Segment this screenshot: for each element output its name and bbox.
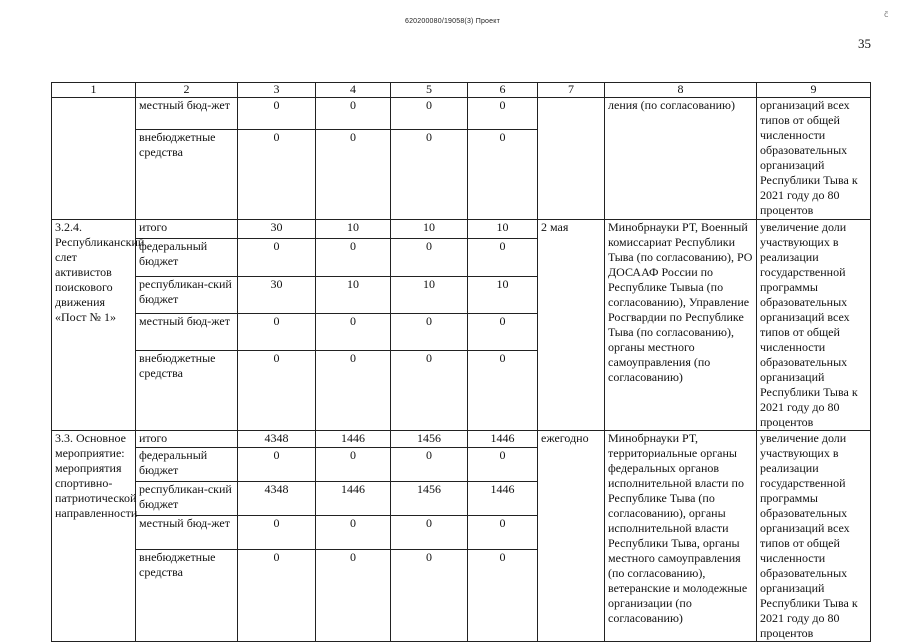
amount-cell: 4348 (238, 431, 316, 448)
amount-cell: 0 (238, 98, 316, 130)
amount-cell: 1446 (316, 482, 391, 516)
amount-cell: 10 (391, 276, 468, 313)
amount-cell: 0 (391, 239, 468, 276)
funding-source-cell: республикан-ский бюджет (136, 482, 238, 516)
table-row (52, 98, 871, 130)
amount-cell: 1446 (316, 431, 391, 448)
column-number: 5 (391, 83, 468, 98)
column-number-row (52, 83, 871, 98)
column-number: 8 (605, 83, 757, 98)
executors-cell: Минобрнауки РТ, Военный комиссариат Республики Тыва (по согласованию), РО ДОСААФ России по Республике Тывыа (по согласованию), Управление Росгвардии по Республике Тыва (по согласованию), органы местного самоуправления (по согласованию) (605, 220, 757, 431)
amount-cell: 0 (468, 351, 538, 431)
amount-cell: 0 (238, 351, 316, 431)
funding-source-cell: федеральный бюджет (136, 448, 238, 482)
column-number: 7 (538, 83, 605, 98)
funding-source-cell: республикан-ский бюджет (136, 276, 238, 313)
amount-cell: 1446 (468, 431, 538, 448)
amount-cell: 4348 (238, 482, 316, 516)
amount-cell: 1446 (468, 482, 538, 516)
amount-cell: 0 (316, 130, 391, 220)
expected-result-cell: увеличение доли участвующих в реализации государственной программы образовательных организаций всех типов от общей численности образовательных организаций Республики Тыва к 2021 году до 80 процентов (757, 431, 871, 642)
amount-cell: 0 (316, 448, 391, 482)
amount-cell: 10 (391, 220, 468, 239)
amount-cell: 0 (316, 314, 391, 351)
amount-cell: 1456 (391, 431, 468, 448)
amount-cell: 0 (238, 314, 316, 351)
amount-cell: 0 (238, 239, 316, 276)
amount-cell: 0 (468, 515, 538, 549)
amount-cell: 0 (316, 98, 391, 130)
funding-source-cell: местный бюд-жет (136, 314, 238, 351)
event-name-cell: 3.3. Основное мероприятие: мероприятия спортивно-патриотической направленности (52, 431, 136, 642)
amount-cell: 10 (468, 276, 538, 313)
column-number: 3 (238, 83, 316, 98)
column-number: 6 (468, 83, 538, 98)
amount-cell: 0 (391, 515, 468, 549)
amount-cell: 1456 (391, 482, 468, 516)
funding-source-cell: внебюджетные средства (136, 130, 238, 220)
amount-cell: 0 (391, 130, 468, 220)
amount-cell: 0 (238, 515, 316, 549)
amount-cell: 0 (316, 515, 391, 549)
amount-cell: 30 (238, 220, 316, 239)
funding-source-cell: местный бюд-жет (136, 98, 238, 130)
expected-result-cell: увеличение доли участвующих в реализации государственной программы образовательных организаций всех типов от общей численности образовательных организаций Республики Тыва к 2021 году до 80 процентов (757, 220, 871, 431)
amount-cell: 0 (468, 98, 538, 130)
column-number: 9 (757, 83, 871, 98)
amount-cell: 0 (468, 448, 538, 482)
amount-cell: 0 (468, 314, 538, 351)
funding-source-cell: федеральный бюджет (136, 239, 238, 276)
page-number: 35 (858, 36, 871, 51)
event-name-cell (52, 98, 136, 220)
term-cell: ежегодно (538, 431, 605, 642)
term-cell (538, 98, 605, 220)
amount-cell: 0 (391, 351, 468, 431)
executors-cell: ления (по согласованию) (605, 98, 757, 220)
amount-cell: 0 (391, 98, 468, 130)
term-cell: 2 мая (538, 220, 605, 431)
amount-cell: 0 (468, 130, 538, 220)
funding-source-cell: внебюджетные средства (136, 351, 238, 431)
amount-cell: 10 (468, 220, 538, 239)
column-number: 4 (316, 83, 391, 98)
amount-cell: 0 (391, 448, 468, 482)
amount-cell: 0 (316, 351, 391, 431)
expected-result-cell: организаций всех типов от общей численности образовательных организаций Республики Тыва к 2021 году до 80 процентов (757, 98, 871, 220)
amount-cell: 0 (468, 239, 538, 276)
amount-cell: 0 (238, 549, 316, 642)
amount-cell: 0 (238, 448, 316, 482)
amount-cell: 0 (316, 239, 391, 276)
document-header-code: 620200080/19058(3) Проект (404, 18, 500, 25)
amount-cell: 10 (316, 220, 391, 239)
column-number: 2 (136, 83, 238, 98)
funding-source-cell: местный бюд-жет (136, 515, 238, 549)
column-number: 1 (52, 83, 136, 98)
amount-cell: 0 (391, 314, 468, 351)
program-table (51, 82, 871, 642)
table-row (52, 431, 871, 448)
event-name-cell: 3.2.4. Республиканский слет активистов поискового движения «Пост № 1» (52, 220, 136, 431)
corner-mark: ⅽ̃ (884, 10, 889, 19)
amount-cell: 0 (238, 130, 316, 220)
funding-source-cell: итого (136, 431, 238, 448)
funding-source-cell: внебюджетные средства (136, 549, 238, 642)
amount-cell: 0 (391, 549, 468, 642)
amount-cell: 0 (468, 549, 538, 642)
amount-cell: 0 (316, 549, 391, 642)
amount-cell: 30 (238, 276, 316, 313)
funding-source-cell: итого (136, 220, 238, 239)
table-row (52, 220, 871, 239)
executors-cell: Минобрнауки РТ, территориальные органы федеральных органов исполнительной власти по Республике Тыва (по согласованию), органы исполнительной власти Республики Тыва, органы местного самоуправления (по согласованию), ветеранские и молодежные организации (по согласованию) (605, 431, 757, 642)
amount-cell: 10 (316, 276, 391, 313)
